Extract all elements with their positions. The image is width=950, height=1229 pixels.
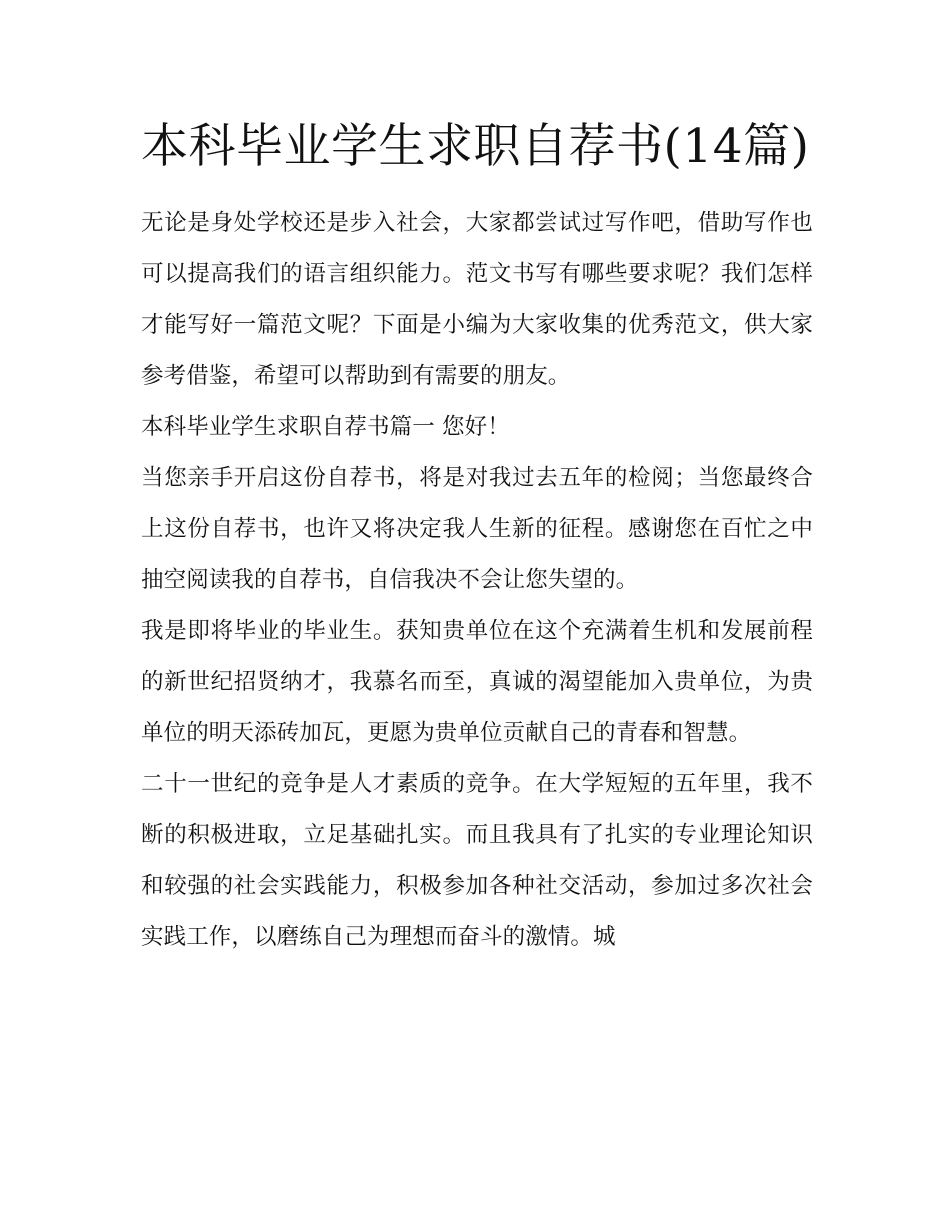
section-heading-paragraph: 本科毕业学生求职自荐书篇一 您好！ xyxy=(141,414,510,440)
intro-paragraph: 无论是身处学校还是步入社会，大家都尝试过写作吧，借助写作也可以提高我们的语言组织能力。范文书写有哪些要求呢？我们怎样才能写好一篇范文呢？下面是小编为大家收集的优秀范文，供大家参考借鉴，希望可以帮助到有需要的朋友。 xyxy=(141,210,813,389)
document-title: 本科毕业学生求职自荐书(14篇) xyxy=(141,119,810,174)
document-page xyxy=(141,112,813,963)
document-body xyxy=(141,198,813,963)
body-paragraph: 我是即将毕业的毕业生。获知贵单位在这个充满着生机和发展前程的新世纪招贤纳才，我慕名而至，真诚的渴望能加入贵单位，为贵单位的明天添砖加瓦，更愿为贵单位贡献自己的青春和智慧。 xyxy=(141,618,813,746)
body-paragraph: 当您亲手开启这份自荐书，将是对我过去五年的检阅；当您最终合上这份自荐书，也许又将决定我人生新的征程。感谢您在百忙之中抽空阅读我的自荐书，自信我决不会让您失望的。 xyxy=(141,465,813,593)
body-paragraph: 二十一世纪的竞争是人才素质的竞争。在大学短短的五年里，我不断的积极进取，立足基础扎实。而且我具有了扎实的专业理论知识和较强的社会实践能力，积极参加各种社交活动，参加过多次社会实践工作，以磨练自己为理想而奋斗的激情。城 xyxy=(141,771,813,950)
